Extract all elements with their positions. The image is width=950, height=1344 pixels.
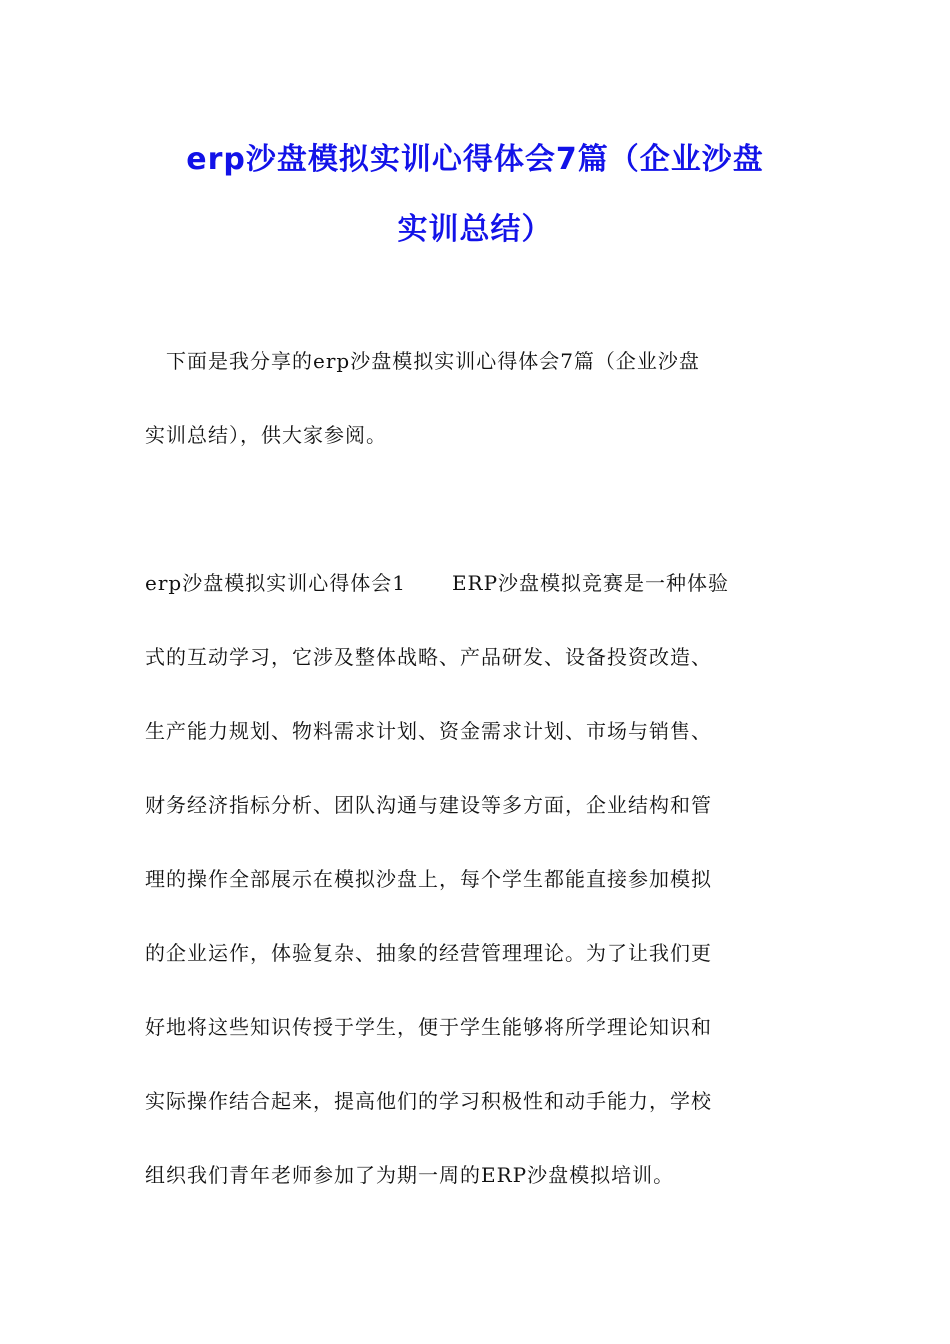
title-line-2: 实训总结） [397,212,553,247]
title-line-1: erp沙盘模拟实训心得体会7篇（企业沙盘 [186,142,764,177]
section-1-line: 好地将这些知识传授于学生，便于学生能够将所学理论知识和 [145,1015,712,1039]
section-1-line: 实际操作结合起来，提高他们的学习积极性和动手能力，学校 [145,1089,712,1113]
section-1-line: 式的互动学习，它涉及整体战略、产品研发、设备投资改造、 [145,645,712,669]
section-1-heading: erp沙盘模拟实训心得体会1 [145,571,406,595]
document-title [60,125,890,265]
section-1-first-line [145,546,810,620]
section-1-paragraph [145,546,810,1212]
intro-line-2: 实训总结），供大家参阅。 [145,423,387,447]
section-1-line: 理的操作全部展示在模拟沙盘上，每个学生都能直接参加模拟 [145,867,712,891]
section-1-line: 组织我们青年老师参加了为期一周的ERP沙盘模拟培训。 [145,1163,675,1187]
intro-paragraph [145,324,810,472]
section-1-line: 财务经济指标分析、团队沟通与建设等多方面，企业结构和管 [145,793,712,817]
intro-line-1: 下面是我分享的erp沙盘模拟实训心得体会7篇（企业沙盘 [145,349,700,373]
section-1-first-line-text: ERP沙盘模拟竞赛是一种体验 [451,571,730,595]
section-1-line: 生产能力规划、物料需求计划、资金需求计划、市场与销售、 [145,719,712,743]
section-1-line: 的企业运作，体验复杂、抽象的经营管理理论。为了让我们更 [145,941,712,965]
